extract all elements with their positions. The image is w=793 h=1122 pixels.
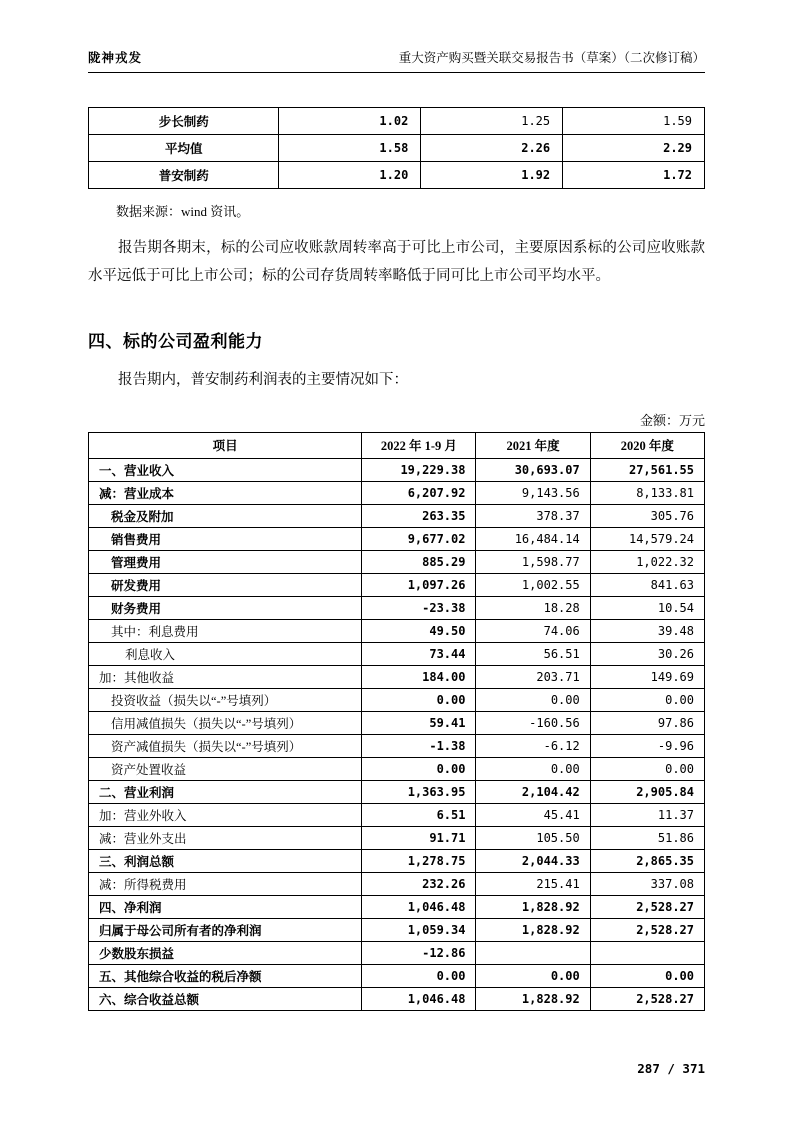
row-value-3: 2,905.84 [590, 780, 704, 803]
amount-unit-label: 金额：万元 [639, 412, 705, 428]
table-row [89, 757, 705, 780]
row-label: 销售费用 [89, 527, 362, 550]
row-value-2: 18.28 [476, 596, 590, 619]
row-label: 资产处置收益 [89, 757, 362, 780]
table-row [89, 162, 705, 189]
row-value-2: 1,828.92 [476, 895, 590, 918]
profit-table-head [89, 432, 705, 458]
row-label: 管理费用 [89, 550, 362, 573]
row-value-1: 1,046.48 [362, 987, 476, 1010]
row-value-2: 0.00 [476, 688, 590, 711]
row-value-2 [476, 941, 590, 964]
row-value-3: 10.54 [590, 596, 704, 619]
table-row [89, 688, 705, 711]
row-value-3: 11.37 [590, 803, 704, 826]
header-document-title: 重大资产购买暨关联交易报告书（草案）（二次修订稿） [398, 51, 705, 65]
row-value-2: 16,484.14 [476, 527, 590, 550]
row-value-2: 0.00 [476, 757, 590, 780]
row-value-2: 215.41 [476, 872, 590, 895]
row-value-3: 51.86 [590, 826, 704, 849]
row-label: 三、利润总额 [89, 849, 362, 872]
row-value-1: 885.29 [362, 550, 476, 573]
table-row [89, 803, 705, 826]
row-label: 二、营业利润 [89, 780, 362, 803]
row-label: 减：营业成本 [89, 481, 362, 504]
section-heading: 四、标的公司盈利能力 [88, 331, 263, 351]
row-value-1: 1.20 [279, 162, 421, 189]
table-row [89, 527, 705, 550]
row-value-3: 841.63 [590, 573, 704, 596]
row-value-1: 1,059.34 [362, 918, 476, 941]
row-label: 平均值 [89, 135, 279, 162]
row-label: 投资收益（损失以“-”号填列） [89, 688, 362, 711]
header-company-name: 陇神戎发 [88, 51, 143, 65]
row-label: 五、其他综合收益的税后净额 [89, 964, 362, 987]
table-row [89, 504, 705, 527]
row-value-3: 1.59 [563, 108, 705, 135]
table-row [89, 711, 705, 734]
row-value-1: 1,097.26 [362, 573, 476, 596]
row-value-1: 1,278.75 [362, 849, 476, 872]
table-row [89, 550, 705, 573]
page-header [88, 48, 705, 70]
row-value-2: 1,598.77 [476, 550, 590, 573]
row-label: 归属于母公司所有者的净利润 [89, 918, 362, 941]
table-row [89, 964, 705, 987]
row-value-3: 8,133.81 [590, 481, 704, 504]
row-label: 其中：利息费用 [89, 619, 362, 642]
row-value-2: -6.12 [476, 734, 590, 757]
row-value-1: -1.38 [362, 734, 476, 757]
table-row [89, 987, 705, 1010]
row-value-2: 74.06 [476, 619, 590, 642]
table-row [89, 780, 705, 803]
row-label: 财务费用 [89, 596, 362, 619]
row-value-1: 0.00 [362, 757, 476, 780]
row-value-2: 105.50 [476, 826, 590, 849]
row-value-3: 14,579.24 [590, 527, 704, 550]
row-value-2: 45.41 [476, 803, 590, 826]
column-header-2021: 2021 年度 [476, 432, 590, 458]
column-header-2020: 2020 年度 [590, 432, 704, 458]
row-value-1: 6.51 [362, 803, 476, 826]
row-value-1: 1,046.48 [362, 895, 476, 918]
row-label: 少数股东损益 [89, 941, 362, 964]
row-value-3: 1,022.32 [590, 550, 704, 573]
row-value-3: 0.00 [590, 757, 704, 780]
row-value-3: 337.08 [590, 872, 704, 895]
row-value-2: 30,693.07 [476, 458, 590, 481]
table-row [89, 108, 705, 135]
row-label: 减：所得税费用 [89, 872, 362, 895]
row-value-1: 1,363.95 [362, 780, 476, 803]
table-row [89, 665, 705, 688]
row-value-1: 59.41 [362, 711, 476, 734]
row-label: 加：营业外收入 [89, 803, 362, 826]
table-header-row [89, 432, 705, 458]
row-value-1: 19,229.38 [362, 458, 476, 481]
row-value-1: 0.00 [362, 688, 476, 711]
table-row [89, 941, 705, 964]
row-label: 税金及附加 [89, 504, 362, 527]
table-row [89, 734, 705, 757]
row-value-1: 1.58 [279, 135, 421, 162]
row-value-3: 0.00 [590, 964, 704, 987]
row-value-3: 39.48 [590, 619, 704, 642]
row-label: 普安制药 [89, 162, 279, 189]
row-value-1: 73.44 [362, 642, 476, 665]
column-header-2022: 2022 年 1-9 月 [362, 432, 476, 458]
row-value-1: 1.02 [279, 108, 421, 135]
row-value-3: 27,561.55 [590, 458, 704, 481]
table-row [89, 135, 705, 162]
profit-table-body [89, 458, 705, 1010]
row-label: 六、综合收益总额 [89, 987, 362, 1010]
table-row [89, 826, 705, 849]
column-header-item: 项目 [89, 432, 362, 458]
row-label: 四、净利润 [89, 895, 362, 918]
row-value-2: 56.51 [476, 642, 590, 665]
header-divider [88, 72, 705, 73]
row-value-3: 2,865.35 [590, 849, 704, 872]
row-value-3: 2,528.27 [590, 918, 704, 941]
row-value-3: 305.76 [590, 504, 704, 527]
row-value-2: 9,143.56 [476, 481, 590, 504]
table-row [89, 458, 705, 481]
row-value-3: 1.72 [563, 162, 705, 189]
row-value-2: 1,002.55 [476, 573, 590, 596]
table-row [89, 573, 705, 596]
row-value-1: -23.38 [362, 596, 476, 619]
turnover-ratio-table [88, 107, 705, 189]
row-value-3: 97.86 [590, 711, 704, 734]
table-row [89, 895, 705, 918]
row-label: 研发费用 [89, 573, 362, 596]
row-label: 减：营业外支出 [89, 826, 362, 849]
row-value-2: 378.37 [476, 504, 590, 527]
row-value-1: -12.86 [362, 941, 476, 964]
turnover-ratio-table-body [89, 108, 705, 189]
row-label: 信用减值损失（损失以“-”号填列） [89, 711, 362, 734]
row-value-2: 2,044.33 [476, 849, 590, 872]
table-row [89, 849, 705, 872]
row-value-3: -9.96 [590, 734, 704, 757]
row-value-2: 1,828.92 [476, 987, 590, 1010]
row-value-3: 2.29 [563, 135, 705, 162]
row-value-3: 2,528.27 [590, 895, 704, 918]
row-value-1: 184.00 [362, 665, 476, 688]
row-value-3: 0.00 [590, 688, 704, 711]
row-label: 加：其他收益 [89, 665, 362, 688]
row-label: 资产减值损失（损失以“-”号填列） [89, 734, 362, 757]
row-value-3 [590, 941, 704, 964]
row-value-2: 1,828.92 [476, 918, 590, 941]
section-intro: 报告期内，普安制药利润表的主要情况如下： [118, 371, 408, 388]
table-row [89, 481, 705, 504]
row-value-2: 1.92 [421, 162, 563, 189]
row-value-3: 30.26 [590, 642, 704, 665]
table-row [89, 596, 705, 619]
row-value-1: 232.26 [362, 872, 476, 895]
row-value-2: 203.71 [476, 665, 590, 688]
row-value-1: 6,207.92 [362, 481, 476, 504]
table-row [89, 642, 705, 665]
table-row [89, 872, 705, 895]
page-number: 287 / 371 [637, 1061, 705, 1076]
row-value-2: 0.00 [476, 964, 590, 987]
analysis-paragraph: 报告期各期末，标的公司应收账款周转率高于可比上市公司，主要原因系标的公司应收账款水平远低于可比上市公司；标的公司存货周转率略低于同可比上市公司平均水平。 [88, 240, 705, 285]
table-row [89, 918, 705, 941]
row-value-2: 2.26 [421, 135, 563, 162]
row-value-1: 0.00 [362, 964, 476, 987]
row-value-2: 1.25 [421, 108, 563, 135]
row-label: 步长制药 [89, 108, 279, 135]
row-label: 一、营业收入 [89, 458, 362, 481]
profit-statement-table [88, 432, 705, 1011]
row-value-2: -160.56 [476, 711, 590, 734]
row-label: 利息收入 [89, 642, 362, 665]
row-value-1: 91.71 [362, 826, 476, 849]
row-value-3: 2,528.27 [590, 987, 704, 1010]
row-value-1: 9,677.02 [362, 527, 476, 550]
row-value-1: 263.35 [362, 504, 476, 527]
data-source-note: 数据来源：wind 资讯。 [116, 204, 250, 219]
row-value-1: 49.50 [362, 619, 476, 642]
row-value-2: 2,104.42 [476, 780, 590, 803]
row-value-3: 149.69 [590, 665, 704, 688]
table-row [89, 619, 705, 642]
